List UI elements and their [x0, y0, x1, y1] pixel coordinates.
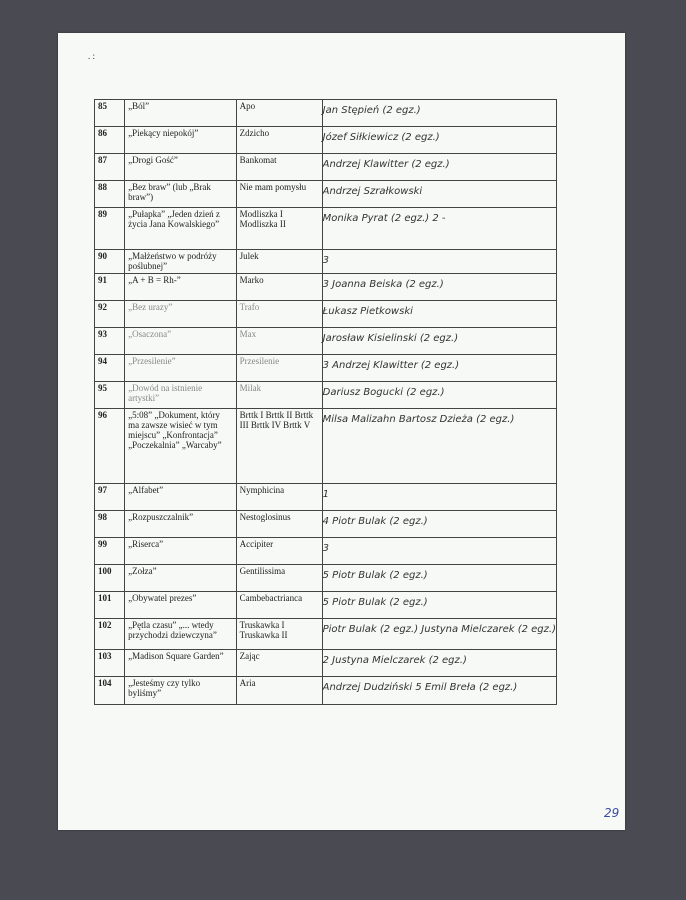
- row-code: Truskawka I Truskawka II: [236, 619, 322, 650]
- row-handwritten-entry: [322, 484, 556, 511]
- row-title: „Pętla czasu” „... wtedy przychodzi dziewczyna”: [125, 619, 236, 650]
- row-title: „Drogi Gość”: [125, 154, 236, 181]
- row-number: 103: [95, 650, 125, 677]
- entries-table: [94, 99, 557, 705]
- table-row: [95, 154, 557, 181]
- row-title: „Ból”: [125, 100, 236, 127]
- table-row: [95, 565, 557, 592]
- row-code: Accipiter: [236, 538, 322, 565]
- row-number: 98: [95, 511, 125, 538]
- table-row: [95, 484, 557, 511]
- table-row: [95, 538, 557, 565]
- table-row: [95, 592, 557, 619]
- row-handwritten-entry: [322, 100, 556, 127]
- handwritten-note: 3: [322, 255, 329, 266]
- page-number: 29: [604, 806, 620, 820]
- row-title: „Madison Square Garden”: [125, 650, 236, 677]
- row-handwritten-entry: [322, 511, 556, 538]
- table-row: [95, 355, 557, 382]
- table-row: [95, 382, 557, 409]
- handwritten-note: 3: [322, 543, 329, 554]
- row-number: 89: [95, 208, 125, 250]
- row-number: 96: [95, 409, 125, 484]
- row-title: „Alfabet”: [125, 484, 236, 511]
- row-number: 87: [95, 154, 125, 181]
- row-handwritten-entry: [322, 181, 556, 208]
- row-title: „A + B = Rh-”: [125, 274, 236, 301]
- row-code: Aria: [236, 677, 322, 705]
- row-handwritten-entry: [322, 650, 556, 677]
- document-page: [58, 33, 625, 830]
- handwritten-note: Monika Pyrat (2 egz.) 2 -: [322, 213, 446, 224]
- row-code: Nestoglosinus: [236, 511, 322, 538]
- handwritten-note: 1: [322, 489, 329, 500]
- row-code: Trafo: [236, 301, 322, 328]
- handwritten-note: Józef Siłkiewicz (2 egz.): [322, 132, 440, 143]
- row-title: „Obywatel prezes”: [125, 592, 236, 619]
- table-row: [95, 328, 557, 355]
- row-handwritten-entry: [322, 355, 556, 382]
- row-code: Nymphicina: [236, 484, 322, 511]
- row-number: 85: [95, 100, 125, 127]
- row-handwritten-entry: [322, 127, 556, 154]
- handwritten-note: Piotr Bulak (2 egz.) Justyna Mielczarek (2 egz.): [322, 624, 556, 635]
- row-code: Cambebactrianca: [236, 592, 322, 619]
- table-row: [95, 208, 557, 250]
- table-row: [95, 650, 557, 677]
- row-number: 101: [95, 592, 125, 619]
- row-number: 93: [95, 328, 125, 355]
- row-title: „Jesteśmy czy tylko byliśmy”: [125, 677, 236, 705]
- row-handwritten-entry: [322, 328, 556, 355]
- row-handwritten-entry: [322, 154, 556, 181]
- row-title: „Pułapka” „Jeden dzień z życia Jana Kowalskiego”: [125, 208, 236, 250]
- handwritten-note: 3 Andrzej Klawitter (2 egz.): [322, 360, 460, 371]
- row-number: 97: [95, 484, 125, 511]
- row-number: 88: [95, 181, 125, 208]
- table-row: [95, 250, 557, 274]
- row-code: Przesilenie: [236, 355, 322, 382]
- row-handwritten-entry: [322, 208, 556, 250]
- row-handwritten-entry: [322, 250, 556, 274]
- row-code: Gentilissima: [236, 565, 322, 592]
- table-row: [95, 511, 557, 538]
- table-row: [95, 274, 557, 301]
- row-code: Zdzicho: [236, 127, 322, 154]
- entries-table-body: [95, 100, 557, 705]
- row-handwritten-entry: [322, 274, 556, 301]
- handwritten-note: 4 Piotr Bulak (2 egz.): [322, 516, 428, 527]
- row-title: „Zołza”: [125, 565, 236, 592]
- row-number: 99: [95, 538, 125, 565]
- row-title: „Bez urazy”: [125, 301, 236, 328]
- handwritten-note: 3 Joanna Beiska (2 egz.): [322, 279, 444, 290]
- table-row: [95, 409, 557, 484]
- row-title: „Riserca”: [125, 538, 236, 565]
- table-row: [95, 127, 557, 154]
- row-title: „Dowód na istnienie artystki”: [125, 382, 236, 409]
- row-number: 100: [95, 565, 125, 592]
- row-handwritten-entry: [322, 677, 556, 705]
- page-marks: . :: [88, 51, 96, 61]
- row-code: Brttk I Brttk II Brttk III Brttk IV Brttk V: [236, 409, 322, 484]
- row-handwritten-entry: [322, 538, 556, 565]
- handwritten-note: Łukasz Pietkowski: [322, 306, 413, 317]
- row-code: Marko: [236, 274, 322, 301]
- row-number: 95: [95, 382, 125, 409]
- handwritten-note: 2 Justyna Mielczarek (2 egz.): [322, 655, 467, 666]
- row-title: „Rozpuszczalnik”: [125, 511, 236, 538]
- handwritten-note: Andrzej Szrałkowski: [322, 186, 423, 197]
- handwritten-note: Dariusz Bogucki (2 egz.): [322, 387, 445, 398]
- handwritten-note: Andrzej Dudziński 5 Emil Breła (2 egz.): [322, 682, 518, 693]
- handwritten-note: 5 Piotr Bulak (2 egz.): [322, 597, 428, 608]
- row-number: 94: [95, 355, 125, 382]
- table-row: [95, 677, 557, 705]
- row-title: „Przesilenie”: [125, 355, 236, 382]
- table-row: [95, 181, 557, 208]
- row-code: Max: [236, 328, 322, 355]
- row-handwritten-entry: [322, 565, 556, 592]
- row-number: 92: [95, 301, 125, 328]
- handwritten-note: Jarosław Kisielinski (2 egz.): [322, 333, 459, 344]
- row-handwritten-entry: [322, 301, 556, 328]
- row-number: 104: [95, 677, 125, 705]
- row-code: Milak: [236, 382, 322, 409]
- handwritten-note: Milsa Malizahn Bartosz Dzieża (2 egz.): [322, 414, 515, 425]
- row-number: 90: [95, 250, 125, 274]
- row-number: 91: [95, 274, 125, 301]
- row-handwritten-entry: [322, 592, 556, 619]
- row-title: „Piekący niepokój”: [125, 127, 236, 154]
- table-row: [95, 100, 557, 127]
- row-code: Julek: [236, 250, 322, 274]
- row-number: 102: [95, 619, 125, 650]
- row-code: Apo: [236, 100, 322, 127]
- row-title: „Osaczona”: [125, 328, 236, 355]
- handwritten-note: Andrzej Klawitter (2 egz.): [322, 159, 450, 170]
- row-handwritten-entry: [322, 619, 556, 650]
- row-title: „Małżeństwo w podróży poślubnej”: [125, 250, 236, 274]
- table-row: [95, 301, 557, 328]
- row-title: „5:08” „Dokument, który ma zawsze wisieć w tym miejscu” „Konfrontacja” „Poczekalnia” „Warcaby”: [125, 409, 236, 484]
- row-code: Bankomat: [236, 154, 322, 181]
- handwritten-note: Jan Stępień (2 egz.): [322, 105, 421, 116]
- row-handwritten-entry: [322, 409, 556, 484]
- row-handwritten-entry: [322, 382, 556, 409]
- row-title: „Bez braw” (lub „Brak braw”): [125, 181, 236, 208]
- row-code: Zając: [236, 650, 322, 677]
- row-number: 86: [95, 127, 125, 154]
- row-code: Nie mam pomysłu: [236, 181, 322, 208]
- table-row: [95, 619, 557, 650]
- row-code: Modliszka I Modliszka II: [236, 208, 322, 250]
- handwritten-note: 5 Piotr Bulak (2 egz.): [322, 570, 428, 581]
